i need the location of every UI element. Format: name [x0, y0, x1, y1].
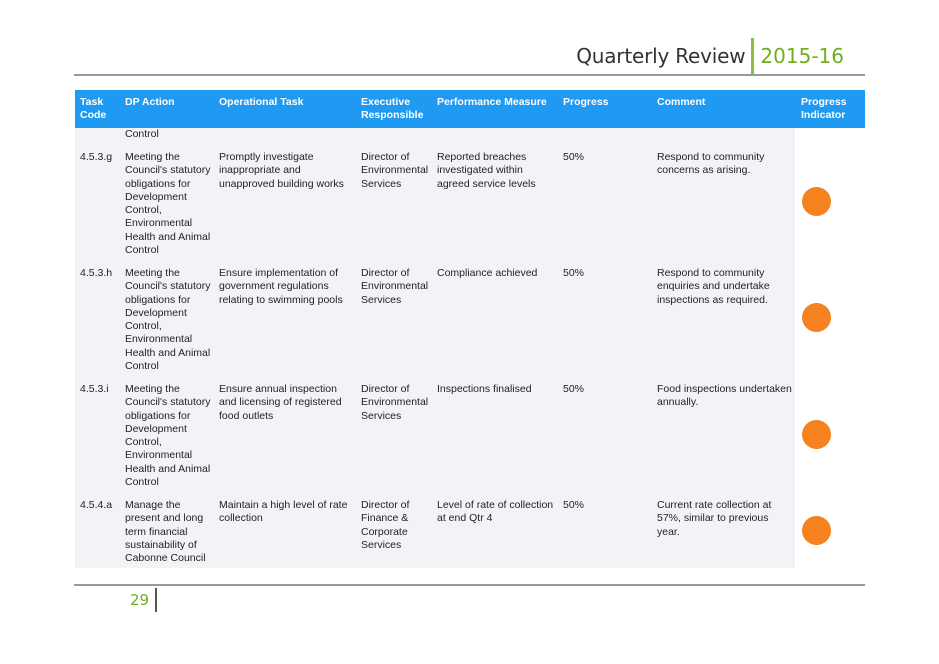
comment: Current rate collection at 57%, similar to previous year.: [657, 499, 772, 538]
comment: Respond to community concerns as arising.: [657, 151, 765, 177]
page-footer: [130, 588, 157, 612]
col-task-code: Task Code: [80, 96, 107, 121]
report-title: Quarterly Review: [576, 44, 746, 68]
executive: Director of Environmental Services: [361, 383, 429, 422]
measure: Reported breaches investigated within agreed service levels: [437, 151, 536, 190]
col-measure: Performance Measure: [437, 96, 547, 108]
progress-indicator-icon: [802, 187, 831, 216]
comment: Respond to community enquiries and undertake inspections as required.: [657, 267, 770, 306]
progress: 50%: [563, 499, 585, 511]
col-operational-task: Operational Task: [219, 96, 304, 108]
task-code: 4.5.4.a: [80, 499, 113, 511]
executive: Director of Environmental Services: [361, 267, 429, 306]
operational-task: Maintain a high level of rate collection: [219, 499, 348, 525]
table-header: [75, 90, 865, 128]
measure: Compliance achieved: [437, 267, 538, 279]
continued-cell: Control: [125, 128, 159, 140]
progress-indicator-icon: [802, 516, 831, 545]
dp-action: Meeting the Council's statutory obligations for Development Control, Environmental Health and Animal Control: [125, 383, 211, 489]
task-code: 4.5.3.i: [80, 383, 109, 395]
col-indicator: Progress Indicator: [801, 96, 847, 121]
col-dp-action: DP Action: [125, 96, 175, 108]
page-header: [576, 38, 844, 74]
task-code: 4.5.3.h: [80, 267, 113, 279]
executive: Director of Environmental Services: [361, 151, 429, 190]
col-executive: Executive Responsible: [361, 96, 424, 121]
operational-task: Ensure implementation of government regulations relating to swimming pools: [219, 267, 343, 306]
progress: 50%: [563, 151, 585, 163]
dp-action: Manage the present and long term financial sustainability of Cabonne Council: [125, 499, 206, 565]
dp-action: Meeting the Council's statutory obligations for Development Control, Environmental Health and Animal Control: [125, 151, 211, 257]
page-number: 29: [130, 591, 150, 609]
progress: 50%: [563, 383, 585, 395]
measure: Inspections finalised: [437, 383, 532, 395]
progress-indicator-icon: [802, 303, 831, 332]
operational-task: Promptly investigate inappropriate and unapproved building works: [219, 151, 344, 190]
bottom-rule: [74, 584, 865, 586]
header-divider: [751, 38, 754, 74]
footer-divider: [155, 588, 157, 612]
top-rule: [74, 74, 865, 76]
comment: Food inspections undertaken annually.: [657, 383, 792, 409]
report-year: 2015-16: [760, 44, 844, 68]
operational-task: Ensure annual inspection and licensing of registered food outlets: [219, 383, 342, 422]
col-progress: Progress: [563, 96, 609, 108]
dp-action: Meeting the Council's statutory obligations for Development Control, Environmental Health and Animal Control: [125, 267, 211, 373]
progress: 50%: [563, 267, 585, 279]
col-comment: Comment: [657, 96, 706, 108]
executive: Director of Finance & Corporate Services: [361, 499, 410, 551]
measure: Level of rate of collection at end Qtr 4: [437, 499, 554, 525]
progress-indicator-icon: [802, 420, 831, 449]
task-code: 4.5.3.g: [80, 151, 113, 163]
